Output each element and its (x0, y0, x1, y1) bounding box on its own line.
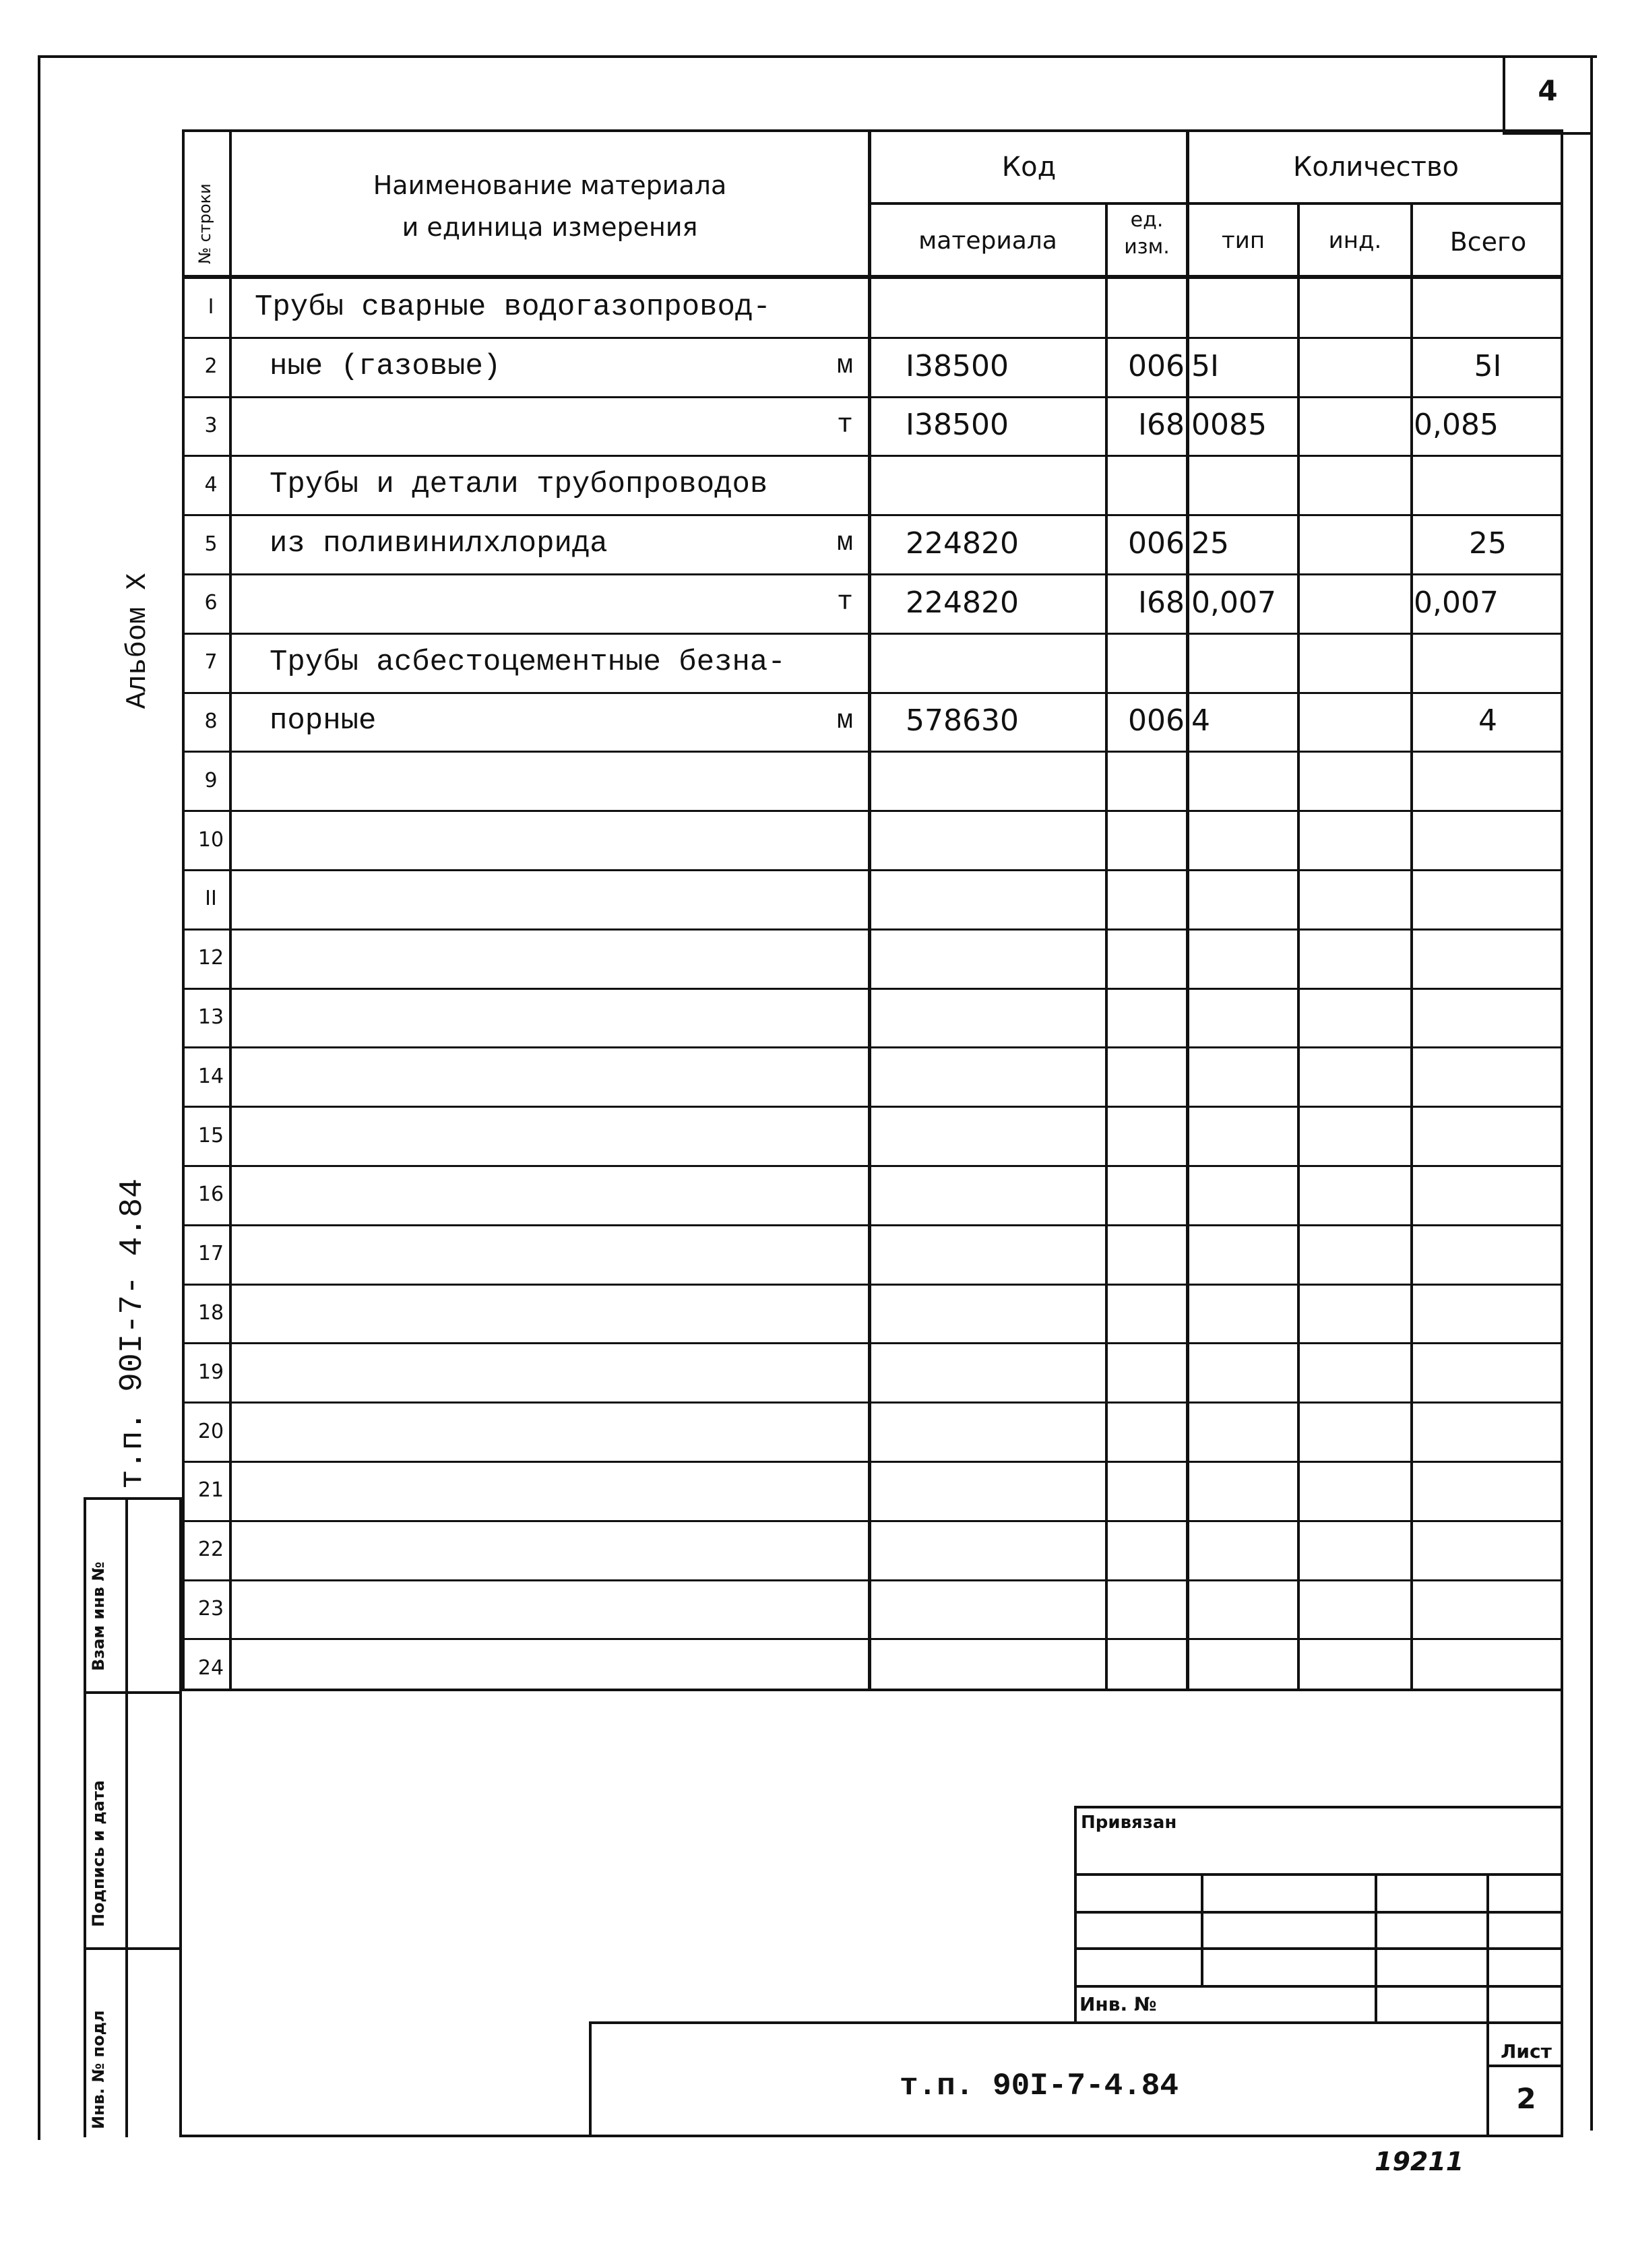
row-number: 19 (197, 1360, 224, 1384)
row-total: 0,085 (1414, 408, 1499, 443)
row-material-code: I38500 (906, 408, 1009, 443)
header-unit-line1: ед. (1130, 208, 1164, 232)
row-material-code: 224820 (906, 585, 1019, 620)
stamp-line-2 (1074, 1911, 1563, 1914)
row-unit-code: 006 (1128, 703, 1185, 738)
col-line-rownum (229, 129, 232, 1691)
stamp-line-4 (1074, 1985, 1563, 1988)
row-number: 2 (204, 354, 218, 379)
row-total: 0,007 (1414, 585, 1499, 620)
row-separator (182, 751, 1563, 753)
row-number: 14 (197, 1064, 224, 1088)
header-name-line2: и единица измерения (402, 212, 698, 242)
row-material-code: 224820 (906, 526, 1019, 561)
header-name-line1: Наименование материала (373, 170, 727, 200)
row-name: ные (газовые) (270, 349, 501, 383)
row-separator (182, 1046, 1563, 1048)
header-type: тип (1221, 227, 1265, 254)
project-label-vertical: т.п. 90I-7- 4.84 (115, 1178, 151, 1489)
footer-number: 19211 (1375, 2147, 1464, 2176)
row-unit: т (836, 410, 853, 441)
row-number: 13 (197, 1005, 224, 1029)
header-mid-line (868, 202, 1563, 205)
inv-no-label: Инв. № (1079, 1993, 1157, 2015)
row-total: 25 (1469, 526, 1507, 561)
row-number: II (205, 887, 217, 911)
row-unit: м (836, 350, 853, 381)
row-unit: м (836, 528, 853, 559)
row-type: 25 (1191, 526, 1229, 561)
row-type: 0,007 (1191, 585, 1276, 620)
sign-date-label: Подпись и дата (89, 1780, 108, 1927)
stamp-col-1 (1201, 1873, 1203, 1986)
privyazan-label: Привязан (1081, 1813, 1177, 1833)
row-number: 6 (204, 591, 218, 615)
row-separator (182, 1638, 1563, 1640)
header-row-no: № строки (195, 183, 214, 264)
row-unit-code: 006 (1128, 526, 1185, 561)
right-edge (1590, 55, 1593, 2131)
row-material-code: I38500 (906, 348, 1009, 383)
row-separator (182, 1401, 1563, 1404)
vzam-inv-label: Взам инв № (89, 1561, 108, 1671)
row-separator (182, 514, 1563, 516)
inv-podl-label: Инв. № подл (89, 2010, 108, 2129)
row-type: 0085 (1191, 408, 1267, 443)
row-separator (182, 869, 1563, 871)
row-separator (182, 1106, 1563, 1108)
row-number: 7 (204, 650, 218, 674)
left-stamp-line2 (84, 1947, 182, 1950)
row-separator (182, 928, 1563, 931)
row-number: 8 (204, 710, 218, 733)
row-number: 17 (197, 1242, 224, 1266)
page-number: 4 (1538, 74, 1558, 107)
row-name: порные (270, 704, 377, 738)
stamp-line-3 (1074, 1947, 1563, 1950)
left-stamp-line1 (84, 1691, 182, 1694)
row-material-code: 578630 (906, 703, 1019, 738)
row-number: 21 (197, 1478, 224, 1503)
row-separator (182, 455, 1563, 457)
row-unit-code: I68 (1138, 408, 1185, 443)
row-separator (182, 1165, 1563, 1167)
row-name: Трубы сварные водогазопровод- (255, 290, 771, 324)
header-unit-line2: изм. (1124, 235, 1170, 259)
row-number: 18 (197, 1301, 224, 1325)
album-label: Альбом X (121, 573, 154, 709)
row-number: 23 (197, 1597, 224, 1620)
row-type: 4 (1191, 703, 1210, 738)
row-total: 4 (1478, 703, 1497, 738)
col-line-type (1297, 202, 1300, 1691)
row-number: 4 (204, 472, 218, 497)
row-separator (182, 396, 1563, 398)
row-type: 5I (1191, 348, 1219, 383)
bottom-left-edge (179, 1689, 182, 2137)
stamp-col-2 (1375, 1873, 1377, 2021)
row-separator (182, 692, 1563, 694)
row-separator (182, 1284, 1563, 1286)
left-stamp-inner (125, 1497, 128, 2137)
row-separator (182, 633, 1563, 635)
row-number: 12 (197, 946, 224, 970)
row-unit-code: I68 (1138, 585, 1185, 620)
row-separator (182, 988, 1563, 990)
sheet-number: 2 (1516, 2082, 1536, 2115)
header-quantity: Количество (1292, 152, 1459, 183)
row-number: 22 (197, 1538, 224, 1562)
stamp-line-1 (1074, 1873, 1563, 1876)
row-unit-code: 006 (1128, 348, 1185, 383)
row-number: 15 (197, 1123, 224, 1147)
row-number: 3 (204, 414, 218, 437)
row-separator (182, 1520, 1563, 1522)
privyazan-block (1074, 1806, 1563, 2021)
row-number: 16 (197, 1183, 224, 1207)
row-number: I (208, 295, 214, 319)
sheet-label: Лист (1501, 2040, 1552, 2062)
row-total: 5I (1474, 348, 1502, 383)
row-separator (182, 337, 1563, 339)
row-unit: т (836, 587, 853, 618)
row-name: Трубы и детали трубопроводов (270, 468, 768, 502)
title-block-text: т.п. 90I-7-4.84 (899, 2069, 1179, 2104)
row-number: 24 (197, 1656, 224, 1680)
row-number: 20 (197, 1419, 224, 1443)
row-unit: м (836, 705, 853, 736)
row-separator (182, 1224, 1563, 1226)
row-separator (182, 810, 1563, 812)
col-line-ind (1410, 202, 1413, 1691)
col-line-name (868, 129, 871, 1691)
header-bottom-line (182, 275, 1563, 279)
row-separator (182, 573, 1563, 575)
row-number: 9 (204, 768, 218, 792)
col-line-unit (1186, 129, 1189, 1691)
row-number: 10 (197, 827, 224, 852)
row-number: 5 (204, 532, 218, 556)
row-separator (182, 1342, 1563, 1344)
row-separator (182, 1579, 1563, 1581)
header-material-code: материала (918, 227, 1057, 255)
header-code: Код (1001, 152, 1057, 183)
row-name: из поливинилхлорида (270, 526, 608, 561)
sheet-label-line (1486, 2065, 1563, 2067)
row-separator (182, 1461, 1563, 1463)
header-individual: инд. (1328, 227, 1382, 254)
row-name: Трубы асбестоцементные безна- (270, 645, 786, 679)
header-total: Всего (1449, 227, 1527, 257)
